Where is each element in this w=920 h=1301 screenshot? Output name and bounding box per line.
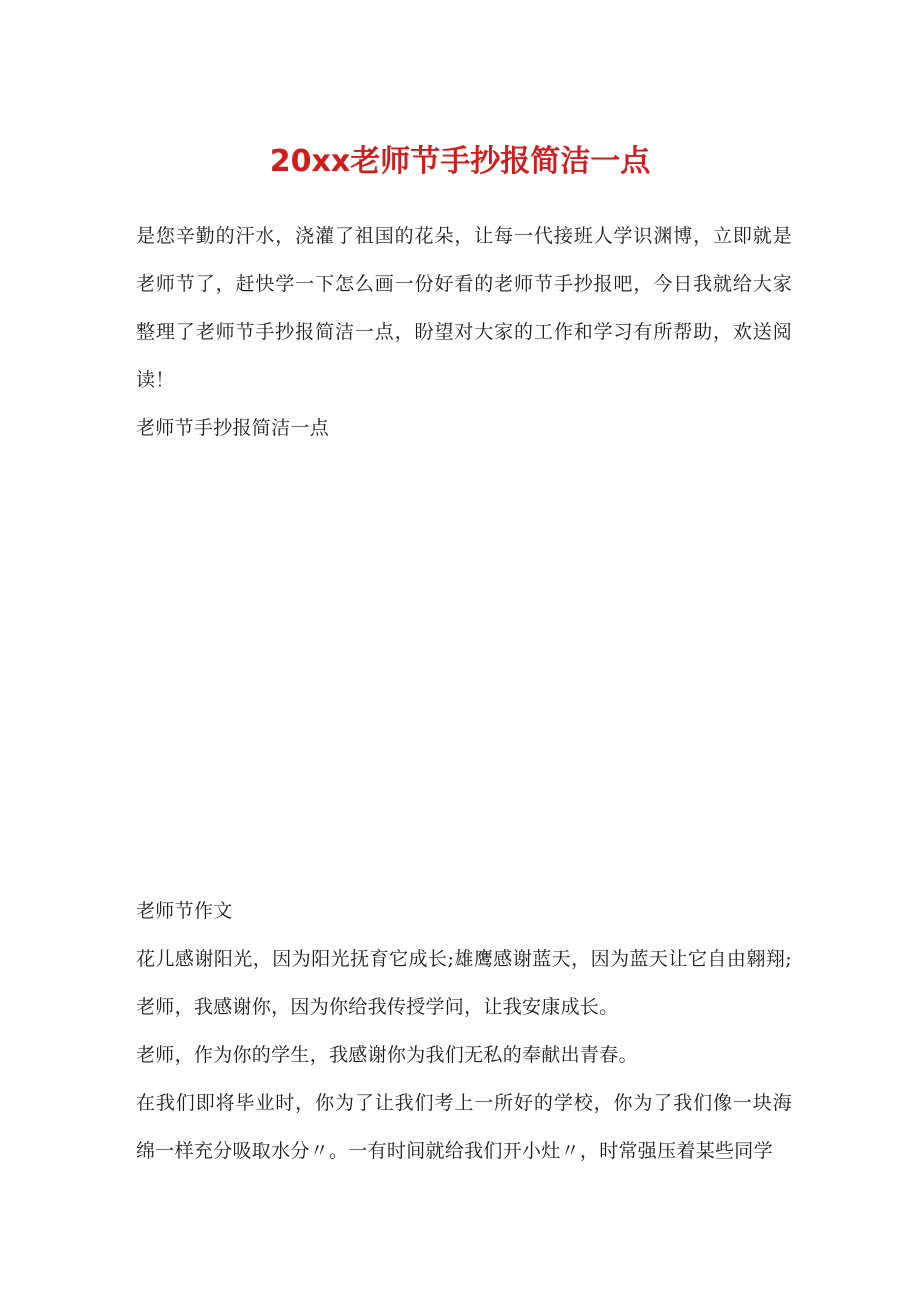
essay-paragraph-3: 在我们即将毕业时，你为了让我们考上一所好的学校，你为了我们像一块海绵一样充分吸取水分〃。一有时间就给我们开小灶〃，时常强压着某些同学 (136, 1092, 792, 1162)
essay-paragraph-1: 花儿感谢阳光，因为阳光抚育它成长;雄鹰感谢蓝天，因为蓝天让它自由翱翔;老师，我感谢你，因为你给我传授学问，让我安康成长。 (136, 948, 792, 1018)
essay-paragraph-2: 老师，作为你的学生，我感谢你为我们无私的奉献出青春。 (136, 1044, 638, 1066)
blank-image-area (136, 458, 792, 878)
essay-heading: 老师节作文 (136, 900, 233, 922)
document-title: 20xx老师节手抄报简洁一点 (269, 144, 651, 179)
section-subtitle: 老师节手抄报简洁一点 (136, 417, 330, 439)
intro-paragraph: 是您辛勤的汗水，浇灌了祖国的花朵，让每一代接班人学识渊博，立即就是老师节了，赶快学一下怎么画一份好看的老师节手抄报吧，今日我就给大家整理了老师节手抄报简洁一点，盼望对大家的工作和学习有所帮助，欢送阅读！ (136, 225, 792, 391)
